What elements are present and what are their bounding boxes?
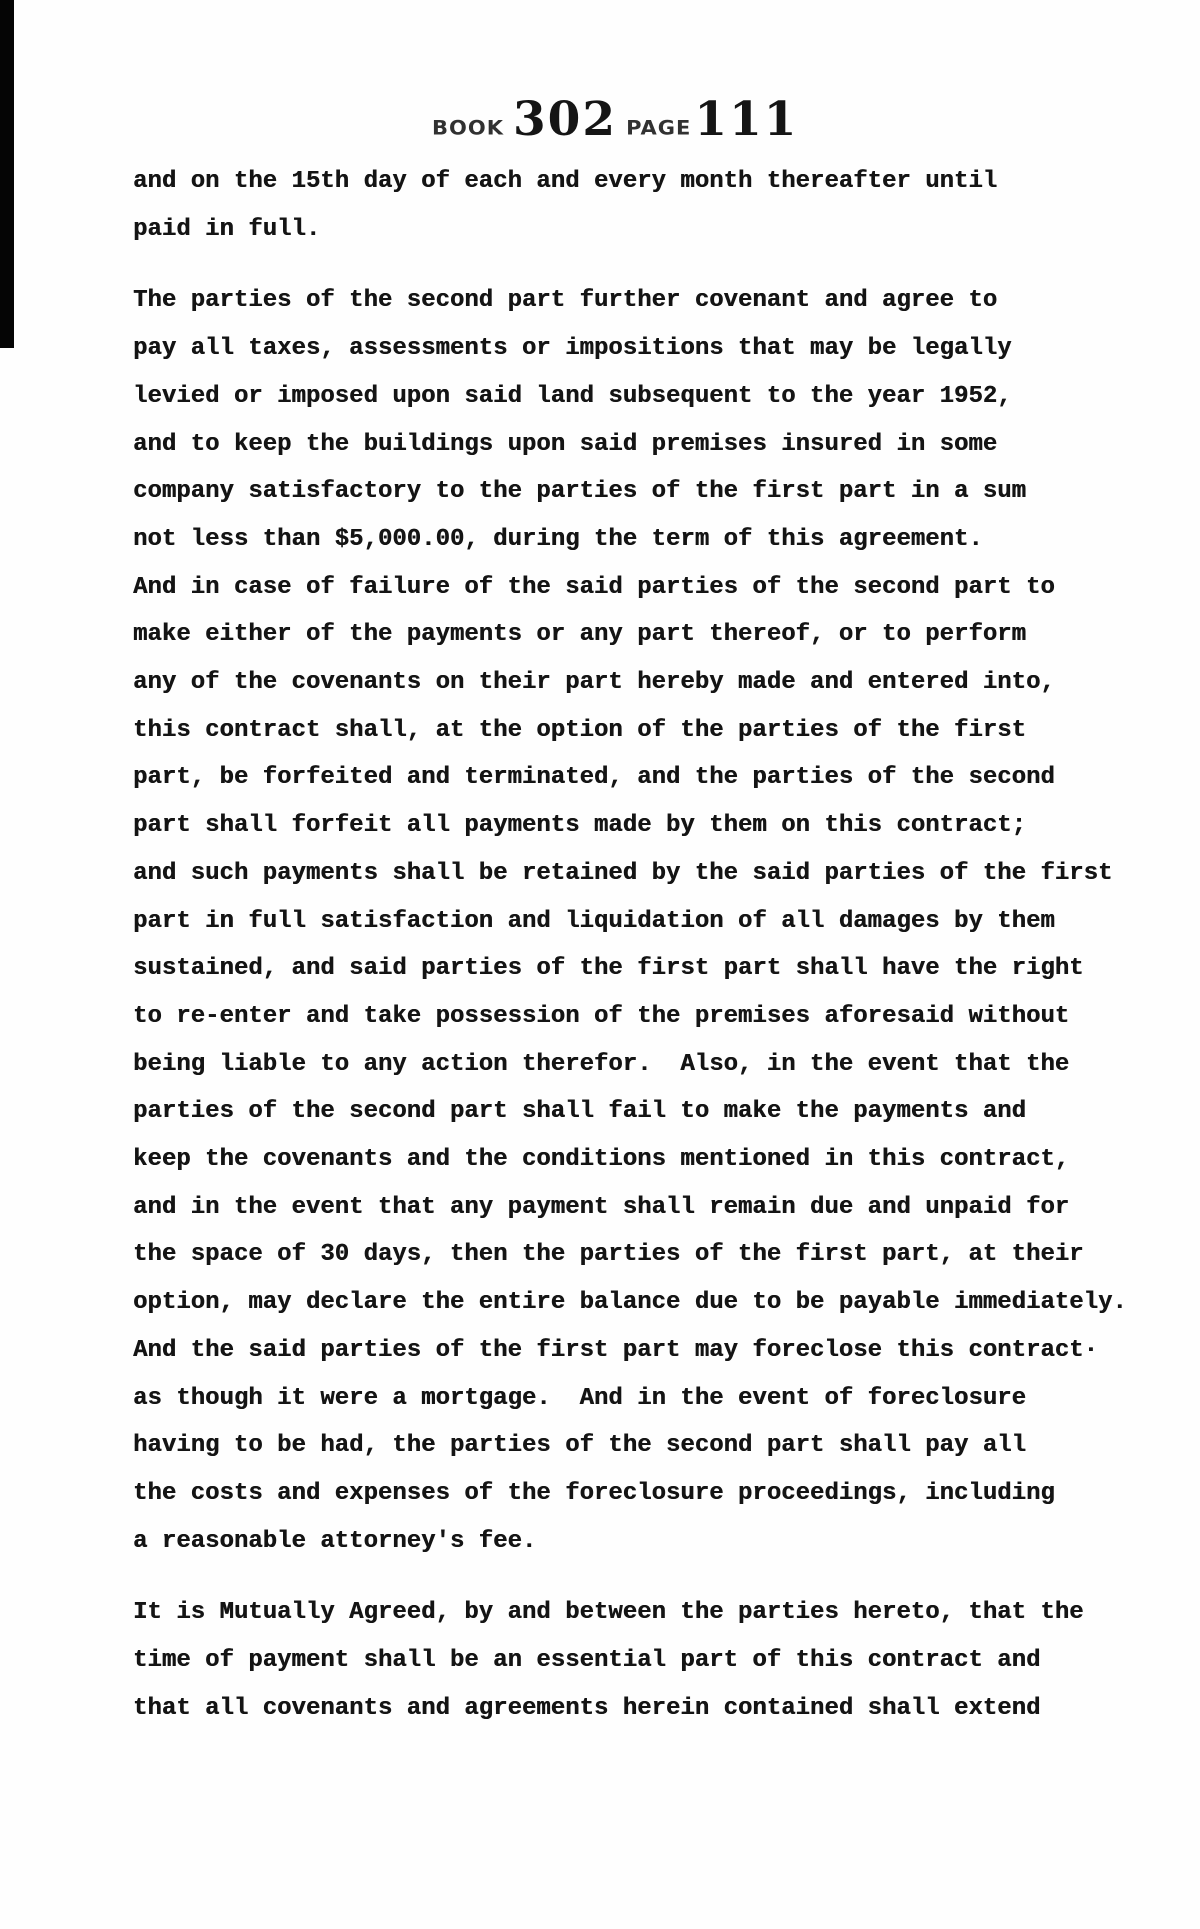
text-line: that all covenants and agreements herein contained shall extend	[133, 1694, 1041, 1722]
text-line: It is Mutually Agreed, by and between the parties hereto, that the	[133, 1599, 1084, 1627]
text-line: levied or imposed upon said land subsequent to the year 1952,	[133, 382, 1012, 410]
text-line: and such payments shall be retained by the said parties of the first	[133, 859, 1113, 887]
paragraph	[133, 158, 1127, 253]
paragraph	[133, 277, 1127, 1565]
text-line: And the said parties of the first part may foreclose this contract·	[133, 1336, 1098, 1364]
text-line: And in case of failure of the said parties of the second part to	[133, 573, 1055, 601]
text-line: sustained, and said parties of the first part shall have the right	[133, 955, 1084, 983]
book-page-stamp	[432, 92, 799, 147]
text-line: paid in full.	[133, 215, 321, 243]
book-number: 302	[512, 92, 618, 147]
text-line: part in full satisfaction and liquidation of all damages by them	[133, 907, 1055, 935]
text-line: as though it were a mortgage. And in the event of foreclosure	[133, 1384, 1026, 1412]
page-label: PAGE	[626, 116, 692, 140]
text-line: a reasonable attorney's fee.	[133, 1527, 537, 1555]
text-line: part, be forfeited and terminated, and the parties of the second	[133, 764, 1055, 792]
paragraph	[133, 1589, 1127, 1732]
text-line: not less than $5,000.00, during the term of this agreement.	[133, 525, 983, 553]
text-line: to re-enter and take possession of the premises aforesaid without	[133, 1002, 1070, 1030]
text-line: and to keep the buildings upon said premises insured in some	[133, 430, 998, 458]
text-line: option, may declare the entire balance due to be payable immediately.	[133, 1289, 1127, 1317]
text-line: and on the 15th day of each and every month thereafter until	[133, 168, 998, 195]
text-line: the costs and expenses of the foreclosure proceedings, including	[133, 1479, 1055, 1507]
text-line: part shall forfeit all payments made by them on this contract;	[133, 812, 1026, 840]
text-line: company satisfactory to the parties of the first part in a sum	[133, 478, 1026, 506]
text-line: The parties of the second part further covenant and agree to	[133, 287, 998, 315]
text-line: and in the event that any payment shall remain due and unpaid for	[133, 1193, 1070, 1221]
page-number: 111	[694, 92, 799, 147]
text-line: parties of the second part shall fail to make the payments and	[133, 1098, 1026, 1126]
text-line: this contract shall, at the option of the parties of the first	[133, 716, 1026, 744]
text-line: time of payment shall be an essential part of this contract and	[133, 1647, 1041, 1675]
book-label: BOOK	[432, 116, 504, 140]
text-line: any of the covenants on their part hereby made and entered into,	[133, 669, 1055, 697]
contract-text	[133, 158, 1127, 1757]
text-line: keep the covenants and the conditions mentioned in this contract,	[133, 1146, 1070, 1174]
text-line: make either of the payments or any part thereof, or to perform	[133, 621, 1026, 649]
text-line: being liable to any action therefor. Also, in the event that the	[133, 1050, 1070, 1078]
text-line: having to be had, the parties of the second part shall pay all	[133, 1432, 1026, 1460]
text-line: the space of 30 days, then the parties of the first part, at their	[133, 1241, 1084, 1269]
text-line: pay all taxes, assessments or impositions that may be legally	[133, 335, 1012, 363]
scan-edge-artifact	[0, 0, 14, 348]
